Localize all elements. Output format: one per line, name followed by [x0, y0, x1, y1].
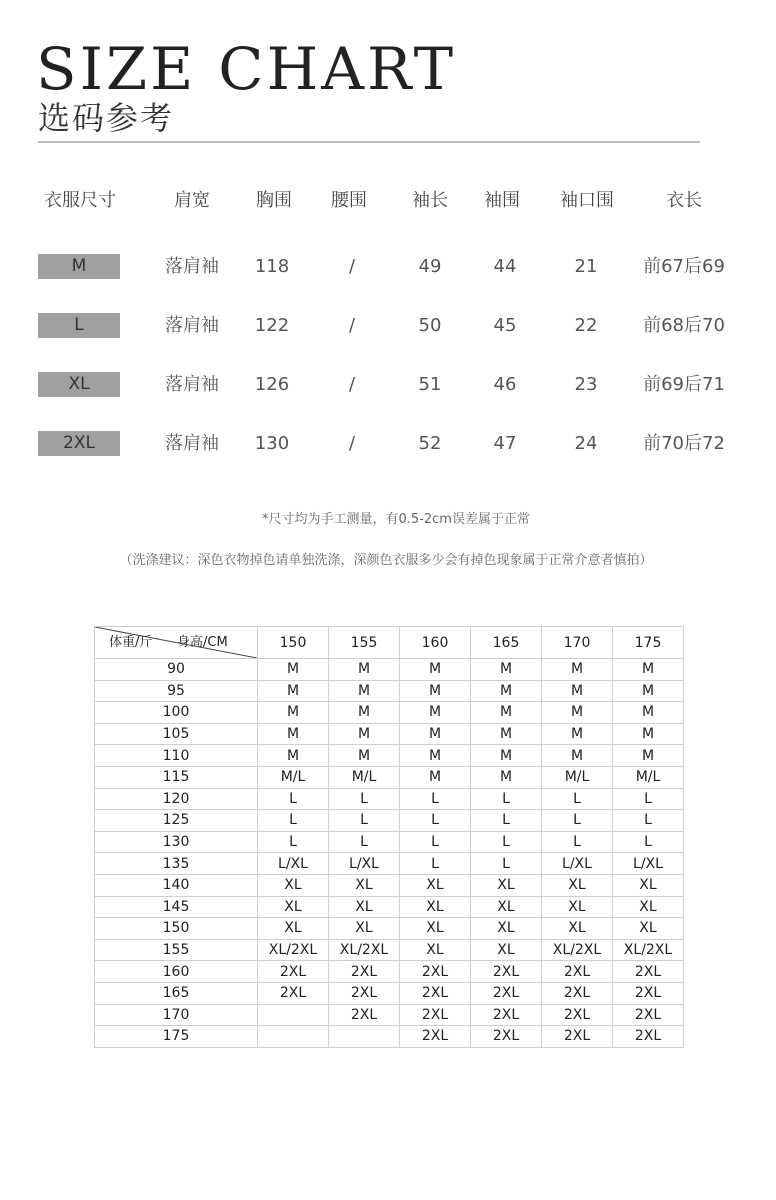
length-value: 前70后72 [643, 433, 725, 454]
size-cell: M [400, 702, 471, 724]
size-cell: M/L [613, 766, 684, 788]
size-cell: 2XL [329, 982, 400, 1004]
size-cell: 2XL [329, 1004, 400, 1026]
size-cell: L [400, 788, 471, 810]
weight-cell: 170 [95, 1004, 258, 1026]
cuff-value: 22 [574, 315, 598, 336]
size-cell: M [613, 723, 684, 745]
length-value: 前68后70 [643, 315, 725, 336]
shoulder-value: 落肩袖 [165, 256, 219, 277]
waist-value: / [348, 315, 356, 336]
size-cell: XL/2XL [258, 939, 329, 961]
corner-cell [95, 627, 258, 659]
size-cell: M [258, 745, 329, 767]
size-cell: L [400, 810, 471, 832]
size-cell: L [400, 853, 471, 875]
size-cell: M [542, 723, 613, 745]
size-cell: L [542, 831, 613, 853]
size-cell: 2XL [400, 1004, 471, 1026]
size-cell: L [258, 831, 329, 853]
size-cell: L/XL [542, 853, 613, 875]
size-cell: XL [400, 918, 471, 940]
size-badge: XL [38, 372, 120, 397]
weight-axis-label: 体重/斤 [109, 635, 153, 650]
weight-cell: 135 [95, 853, 258, 875]
height-header: 175 [613, 627, 684, 659]
size-cell: 2XL [613, 1004, 684, 1026]
size-badge: L [38, 313, 120, 338]
sleeve-width-value: 44 [493, 256, 517, 277]
size-cell [258, 1026, 329, 1048]
size-cell: XL [329, 874, 400, 896]
chest-value: 130 [254, 433, 290, 454]
size-cell: M [400, 680, 471, 702]
size-cell: M [400, 745, 471, 767]
size-cell: M/L [542, 766, 613, 788]
weight-cell: 110 [95, 745, 258, 767]
size-cell: 2XL [542, 982, 613, 1004]
size-cell: 2XL [613, 1026, 684, 1048]
sleeve-length-value: 49 [418, 256, 442, 277]
size-cell: M [613, 680, 684, 702]
size-cell: 2XL [258, 961, 329, 983]
size-cell: XL [471, 918, 542, 940]
size-cell: L/XL [613, 853, 684, 875]
size-cell: 2XL [471, 1004, 542, 1026]
size-recommendation-table [94, 626, 684, 1048]
size-cell: XL/2XL [329, 939, 400, 961]
weight-cell: 145 [95, 896, 258, 918]
header-chest: 胸围 [256, 190, 292, 211]
length-value: 前67后69 [643, 256, 725, 277]
size-cell: 2XL [613, 982, 684, 1004]
height-header: 150 [258, 627, 329, 659]
size-cell: XL [400, 874, 471, 896]
header-sleeve-length: 袖长 [412, 190, 448, 211]
size-cell: XL [542, 874, 613, 896]
header-size: 衣服尺寸 [44, 190, 116, 211]
size-cell: XL [471, 896, 542, 918]
waist-value: / [348, 256, 356, 277]
table-row [95, 788, 684, 810]
size-cell: XL [471, 874, 542, 896]
size-cell: M [471, 659, 542, 681]
size-cell: XL [613, 896, 684, 918]
weight-cell: 105 [95, 723, 258, 745]
cuff-value: 21 [574, 256, 598, 277]
size-cell: M [400, 723, 471, 745]
weight-cell: 125 [95, 810, 258, 832]
size-cell: XL [400, 896, 471, 918]
size-cell: L [329, 810, 400, 832]
size-cell: XL [613, 918, 684, 940]
size-cell: XL/2XL [542, 939, 613, 961]
size-cell: XL [613, 874, 684, 896]
size-cell: M [329, 659, 400, 681]
size-cell: M [400, 659, 471, 681]
weight-cell: 100 [95, 702, 258, 724]
size-cell: XL [542, 896, 613, 918]
table-row [95, 939, 684, 961]
size-cell: M [329, 702, 400, 724]
table-row [95, 874, 684, 896]
size-row [0, 311, 776, 341]
size-cell: M/L [258, 766, 329, 788]
size-cell: M [400, 766, 471, 788]
header-sleeve-width: 袖围 [484, 190, 520, 211]
size-cell: XL [471, 939, 542, 961]
size-cell: 2XL [471, 1026, 542, 1048]
size-cell: XL [258, 918, 329, 940]
size-badge: M [38, 254, 120, 279]
table-row [95, 896, 684, 918]
page-subtitle: 选码参考 [38, 99, 175, 137]
sleeve-length-value: 50 [418, 315, 442, 336]
height-axis-label: 身高/CM [177, 635, 228, 650]
size-cell: XL [258, 896, 329, 918]
size-cell: M/L [329, 766, 400, 788]
header-length: 衣长 [666, 190, 702, 211]
size-cell: 2XL [542, 961, 613, 983]
size-cell: L [542, 810, 613, 832]
size-cell: XL/2XL [613, 939, 684, 961]
table-row [95, 745, 684, 767]
size-cell: M [471, 680, 542, 702]
size-cell: M [258, 659, 329, 681]
cuff-value: 24 [574, 433, 598, 454]
size-cell: L [329, 831, 400, 853]
chest-value: 122 [254, 315, 290, 336]
size-cell: XL [542, 918, 613, 940]
shoulder-value: 落肩袖 [165, 374, 219, 395]
size-cell: 2XL [329, 961, 400, 983]
table-row [95, 918, 684, 940]
size-cell: M [542, 745, 613, 767]
size-cell: M [329, 680, 400, 702]
chest-value: 118 [254, 256, 290, 277]
size-cell: M [542, 680, 613, 702]
sleeve-width-value: 45 [493, 315, 517, 336]
size-cell: M [471, 702, 542, 724]
size-row [0, 252, 776, 282]
weight-cell: 140 [95, 874, 258, 896]
size-cell: 2XL [400, 982, 471, 1004]
size-badge: 2XL [38, 431, 120, 456]
size-cell: XL [329, 918, 400, 940]
size-row [0, 429, 776, 459]
size-cell: M [258, 723, 329, 745]
size-cell: XL [329, 896, 400, 918]
size-cell: XL [258, 874, 329, 896]
weight-cell: 155 [95, 939, 258, 961]
table-row [95, 659, 684, 681]
size-cell: L [258, 810, 329, 832]
washing-note: （洗涤建议：深色衣物掉色请单独洗涤，深颜色衣服多少会有掉色现象属于正常介意者慎拍） [119, 553, 653, 568]
size-cell [258, 1004, 329, 1026]
table-row [95, 1004, 684, 1026]
size-cell: L [258, 788, 329, 810]
weight-cell: 130 [95, 831, 258, 853]
size-cell: L [613, 831, 684, 853]
size-cell: L [471, 853, 542, 875]
weight-cell: 95 [95, 680, 258, 702]
size-cell: M [613, 659, 684, 681]
title-divider [38, 141, 700, 143]
size-cell: L/XL [329, 853, 400, 875]
table-row [95, 766, 684, 788]
size-cell: M [471, 723, 542, 745]
size-cell: L [542, 788, 613, 810]
cuff-value: 23 [574, 374, 598, 395]
table-row [95, 961, 684, 983]
size-cell: 2XL [613, 961, 684, 983]
size-cell: L [471, 810, 542, 832]
size-cell: L/XL [258, 853, 329, 875]
size-cell: 2XL [471, 982, 542, 1004]
weight-cell: 120 [95, 788, 258, 810]
recommend-header-row [95, 627, 684, 659]
size-table-header [0, 186, 776, 216]
table-row [95, 831, 684, 853]
weight-cell: 115 [95, 766, 258, 788]
height-header: 155 [329, 627, 400, 659]
size-cell: L [471, 831, 542, 853]
sleeve-width-value: 46 [493, 374, 517, 395]
size-cell: L [613, 810, 684, 832]
weight-cell: 165 [95, 982, 258, 1004]
size-cell: 2XL [258, 982, 329, 1004]
table-row [95, 723, 684, 745]
size-cell: 2XL [542, 1026, 613, 1048]
size-cell: 2XL [471, 961, 542, 983]
header-cuff: 袖口围 [560, 190, 614, 211]
waist-value: / [348, 374, 356, 395]
size-cell: M [613, 702, 684, 724]
size-cell: L [613, 788, 684, 810]
size-cell: M [258, 680, 329, 702]
table-row [95, 853, 684, 875]
table-row [95, 1026, 684, 1048]
size-cell: M [258, 702, 329, 724]
size-cell: M [329, 745, 400, 767]
size-cell [329, 1026, 400, 1048]
sleeve-length-value: 51 [418, 374, 442, 395]
size-cell: M [471, 766, 542, 788]
length-value: 前69后71 [643, 374, 725, 395]
table-row [95, 810, 684, 832]
header-shoulder: 肩宽 [174, 190, 210, 211]
shoulder-value: 落肩袖 [165, 315, 219, 336]
weight-cell: 150 [95, 918, 258, 940]
table-row [95, 982, 684, 1004]
sleeve-length-value: 52 [418, 433, 442, 454]
sleeve-width-value: 47 [493, 433, 517, 454]
size-cell: M [613, 745, 684, 767]
size-row [0, 370, 776, 400]
table-row [95, 702, 684, 724]
height-header: 165 [471, 627, 542, 659]
shoulder-value: 落肩袖 [165, 433, 219, 454]
size-cell: XL [400, 939, 471, 961]
weight-cell: 90 [95, 659, 258, 681]
weight-cell: 160 [95, 961, 258, 983]
waist-value: / [348, 433, 356, 454]
chest-value: 126 [254, 374, 290, 395]
weight-cell: 175 [95, 1026, 258, 1048]
table-row [95, 680, 684, 702]
height-header: 170 [542, 627, 613, 659]
measurement-note: *尺寸均为手工测量，有0.5-2cm误差属于正常 [262, 512, 530, 527]
size-cell: L [400, 831, 471, 853]
size-cell: M [471, 745, 542, 767]
page-title: SIZE CHART [36, 35, 457, 103]
size-cell: M [542, 702, 613, 724]
height-header: 160 [400, 627, 471, 659]
header-waist: 腰围 [331, 190, 367, 211]
size-cell: M [329, 723, 400, 745]
size-cell: L [329, 788, 400, 810]
size-cell: M [542, 659, 613, 681]
size-cell: 2XL [400, 1026, 471, 1048]
size-cell: 2XL [542, 1004, 613, 1026]
size-cell: 2XL [400, 961, 471, 983]
size-cell: L [471, 788, 542, 810]
